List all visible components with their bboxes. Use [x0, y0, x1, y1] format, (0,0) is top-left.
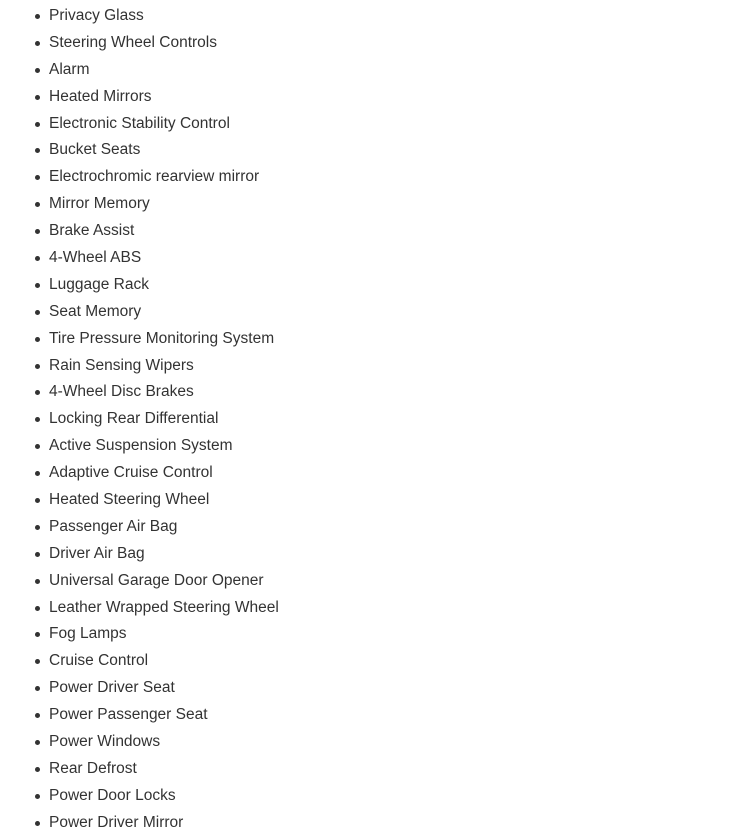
feature-label: Seat Memory	[49, 302, 142, 320]
bullet-icon	[35, 498, 40, 503]
feature-label: Power Windows	[49, 733, 161, 751]
feature-item	[49, 460, 279, 487]
feature-label: Heated Steering Wheel	[49, 491, 210, 509]
bullet-icon	[35, 95, 40, 100]
bullet-icon	[35, 175, 40, 180]
bullet-icon	[35, 579, 40, 584]
feature-item	[49, 675, 279, 702]
bullet-icon	[35, 202, 40, 207]
feature-item	[49, 191, 279, 218]
feature-label: Brake Assist	[49, 222, 135, 240]
feature-label: Heated Mirrors	[49, 87, 152, 105]
feature-item	[49, 810, 279, 837]
feature-item	[49, 514, 279, 541]
feature-label: Electronic Stability Control	[49, 114, 230, 132]
bullet-icon	[35, 256, 40, 261]
feature-label: Tire Pressure Monitoring System	[49, 329, 275, 347]
feature-item	[49, 3, 279, 30]
feature-item	[49, 756, 279, 783]
bullet-icon	[35, 821, 40, 826]
bullet-icon	[35, 283, 40, 288]
feature-label: Rear Defrost	[49, 759, 137, 777]
feature-item	[49, 84, 279, 111]
feature-label: Rain Sensing Wipers	[49, 356, 194, 374]
feature-item	[49, 299, 279, 326]
feature-item	[49, 57, 279, 84]
bullet-icon	[35, 713, 40, 718]
bullet-icon	[35, 310, 40, 315]
bullet-icon	[35, 606, 40, 611]
feature-item	[49, 353, 279, 380]
feature-label: 4-Wheel Disc Brakes	[49, 383, 194, 401]
feature-label: Universal Garage Door Opener	[49, 571, 264, 589]
feature-label: Leather Wrapped Steering Wheel	[49, 598, 279, 616]
feature-item	[49, 272, 279, 299]
feature-item	[49, 487, 279, 514]
feature-label: 4-Wheel ABS	[49, 249, 142, 267]
feature-label: Bucket Seats	[49, 141, 141, 159]
feature-item	[49, 568, 279, 595]
feature-label: Alarm	[49, 60, 90, 78]
feature-item	[49, 702, 279, 729]
feature-item	[49, 729, 279, 756]
bullet-icon	[35, 552, 40, 557]
feature-item	[49, 648, 279, 675]
feature-item	[49, 245, 279, 272]
bullet-icon	[35, 229, 40, 234]
feature-item	[49, 218, 279, 245]
bullet-icon	[35, 767, 40, 772]
bullet-icon	[35, 337, 40, 342]
bullet-icon	[35, 740, 40, 745]
feature-label: Cruise Control	[49, 652, 149, 670]
bullet-icon	[35, 417, 40, 422]
feature-item	[49, 379, 279, 406]
feature-label: Power Driver Mirror	[49, 813, 184, 831]
bullet-icon	[35, 794, 40, 799]
feature-label: Fog Lamps	[49, 625, 127, 643]
bullet-icon	[35, 525, 40, 530]
feature-label: Power Passenger Seat	[49, 706, 208, 724]
feature-label: Passenger Air Bag	[49, 517, 178, 535]
feature-item	[49, 541, 279, 568]
bullet-icon	[35, 148, 40, 153]
feature-label: Privacy Glass	[49, 7, 144, 24]
feature-item	[49, 783, 279, 810]
feature-label: Active Suspension System	[49, 437, 233, 455]
bullet-icon	[35, 68, 40, 73]
feature-item	[49, 595, 279, 622]
bullet-icon	[35, 41, 40, 46]
feature-label: Steering Wheel Controls	[49, 33, 217, 51]
feature-item	[49, 111, 279, 138]
bullet-icon	[35, 122, 40, 127]
feature-item	[49, 164, 279, 191]
bullet-icon	[35, 444, 40, 449]
bullet-icon	[35, 390, 40, 395]
bullet-icon	[35, 14, 40, 19]
feature-item	[49, 30, 279, 57]
feature-label: Adaptive Cruise Control	[49, 464, 213, 482]
feature-item	[49, 326, 279, 353]
feature-label: Driver Air Bag	[49, 544, 145, 562]
feature-label: Electrochromic rearview mirror	[49, 168, 260, 186]
feature-label: Mirror Memory	[49, 195, 150, 213]
feature-label: Luggage Rack	[49, 275, 149, 293]
bullet-icon	[35, 686, 40, 691]
feature-item	[49, 621, 279, 648]
feature-label: Power Door Locks	[49, 786, 176, 804]
bullet-icon	[35, 659, 40, 664]
feature-item	[49, 406, 279, 433]
feature-item	[49, 433, 279, 460]
bullet-icon	[35, 471, 40, 476]
feature-item	[49, 137, 279, 164]
feature-label: Locking Rear Differential	[49, 410, 219, 428]
features-list	[0, 3, 279, 837]
bullet-icon	[35, 632, 40, 637]
bullet-icon	[35, 364, 40, 369]
feature-label: Power Driver Seat	[49, 679, 175, 697]
